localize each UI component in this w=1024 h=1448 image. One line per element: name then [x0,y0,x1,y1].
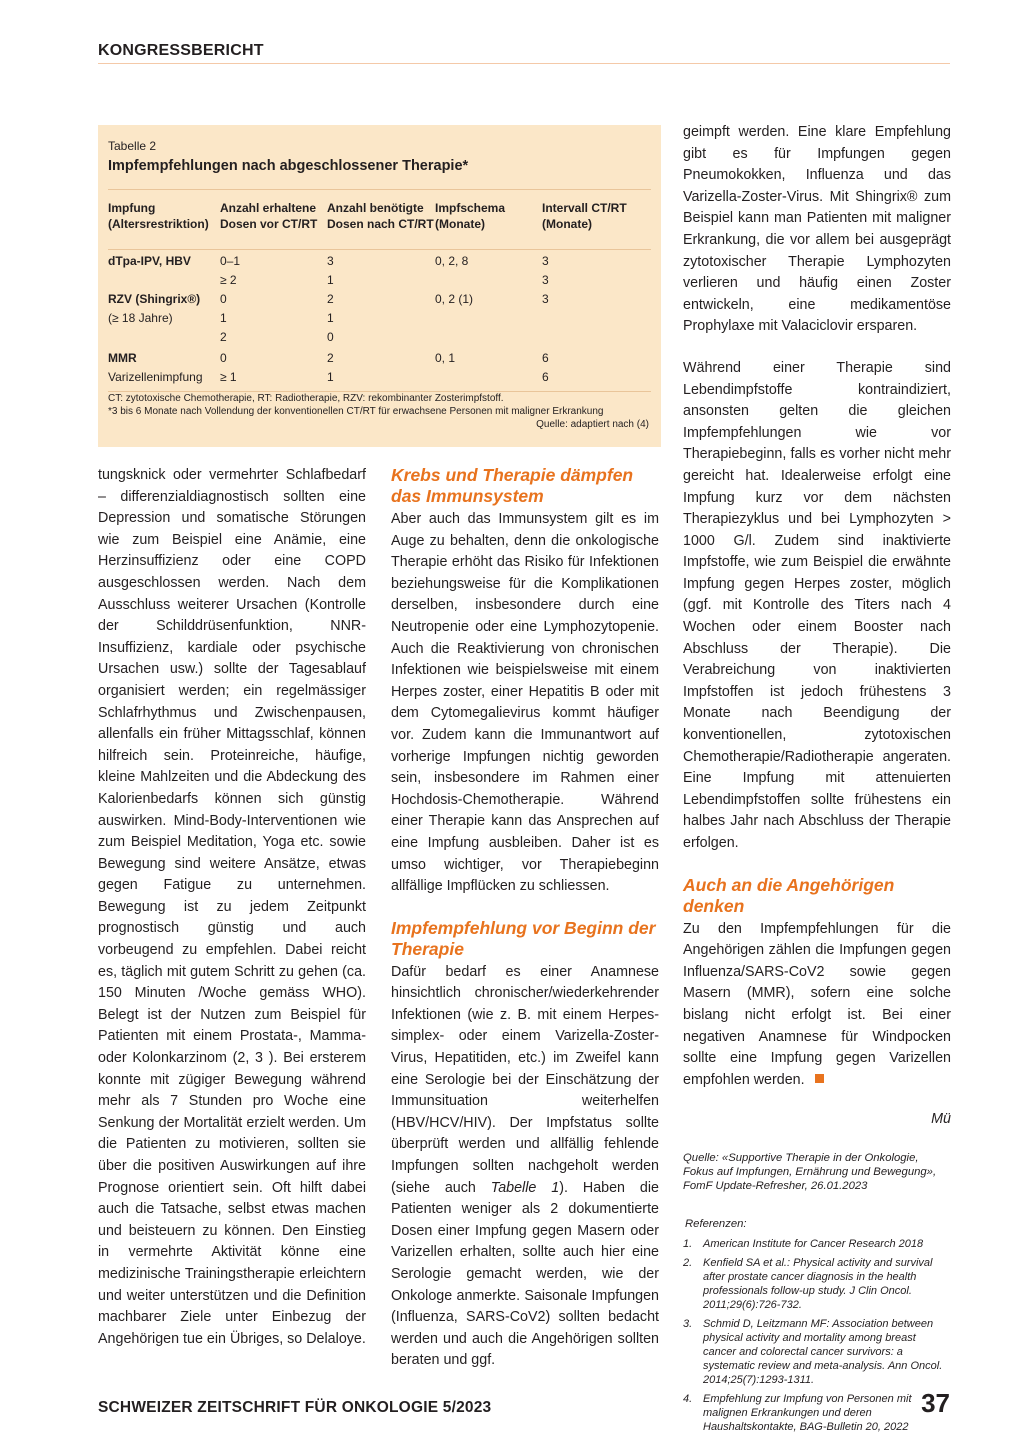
table-cell: 1 [327,273,334,287]
table-header-cell: Intervall CT/RT (Monate) [542,201,627,231]
table-row [108,253,651,270]
table-cell: RZV (Shingrix®) [108,292,201,306]
table-source: Quelle: adaptiert nach (4) [536,419,649,430]
table-row [108,310,651,327]
table-cell: (≥ 18 Jahre) [108,311,173,325]
table-cell: 3 [327,254,334,268]
table-cell: 6 [542,370,549,384]
paragraph: Dafür bedarf es einer Anamnese hinsichtlich chronischer/wiederkehrender Infektionen (wie z. B. mit einem Herpes-simplex- oder einem Varizella-Zoster-Virus, Hepatitiden, etc.) im Zweifel kann eine Serologie bei der Einschätzung der Immunsituation weiterhelfen (HBV/HCV/HIV). Der Impfstatus sollte überprüft werden und allfällig fehlende Impfungen sollten nachgeholt werden (siehe auch Tabelle 1). Haben die Patienten weniger als 2 dokumentierte Dosen einer Impfung gegen Masern oder Varizellen erhalten, sollte auch hier eine Serologie gemacht werden, wie der Onkologe anmerkte. Saisonale Impfungen (Influenza, SARS-CoV2) sollten bedacht werden und auch die Angehörigen sollten beraten und ggf. [391,963,660,1369]
header-divider [98,63,950,64]
reference-item: 3. Schmid D, Leitzmann MF: Association between physical activity and mortality among breast cancer and colorectal cancer survivors: a systematic review and meta-analysis. Ann Oncol. 2014;25(7):1293-1311. [683,1317,943,1386]
table-cell: ≥ 1 [220,370,237,384]
reference-item: 2. Kenfield SA et al.: Physical activity and survival after prostate cancer diagnosis in the health professionals follow-up study. J Clin Oncol. 2011;29(6):726-732. [683,1256,933,1311]
subheading: Auch an die Angehörigen denken [683,874,895,916]
journal-title: SCHWEIZER ZEITSCHRIFT FÜR ONKOLOGIE 5/2023 [98,1399,492,1416]
paragraph: Zu den Impfempfehlungen für die Angehörigen zählen die Impfungen gegen Influenza/SARS-CoV2 sowie gegen Masern (MMR), sofern eine solche bislang nicht erfolgt ist. Bei einer negativen Anamnese für Windpocken sollte eine Impfung gegen Varizellen empfohlen werden. [683,920,951,1088]
table-cell: 1 [327,311,334,325]
table-cell: Varizellenimpfung [108,370,203,384]
table-cell: 0–1 [220,254,241,268]
table-row [108,329,651,346]
table-cell: ≥ 2 [220,273,237,287]
subheading: Impfempfehlung vor Beginn der Therapie [391,917,656,959]
table-cell: 2 [327,292,334,306]
reference-item: 1. American Institute for Cancer Research 2018 [683,1237,924,1250]
end-of-article-icon [815,1074,824,1083]
table-label: Tabelle 2 [108,139,157,153]
references-label: Referenzen: [685,1217,747,1230]
author-initials: Mü [931,1111,951,1128]
table-cell: dTpa-IPV, HBV [108,254,191,268]
table-cell: 0 [220,292,227,306]
table-cell: 3 [542,273,549,287]
vaccination-table [98,125,661,447]
paragraph: tungsknick oder vermehrter Schlafbedarf – differenzialdiagnostisch sollten eine Depression und somatische Störungen wie zum Beispiel eine Anämie, eine Herzinsuffizienz oder eine COPD ausgeschlossen werden. Nach dem Ausschluss weiterer Ursachen (Kontrolle der Schilddrüsenfunktion, NNR-Insuffizienz, kardiale oder psychische Ursachen usw.) sollte der Tagesablauf organisiert werden; ein regelmässiger Schlafrhythmus und Zwischenpausen, allenfalls ein früher Mittagsschlaf, können hilfreich sein. Proteinreiche, häufige, kleine Mahlzeiten und die Abdeckung des Kalorienbedarfs können sich günstig auswirken. Mind-Body-Interventionen wie zum Beispiel Meditation, Yoga etc. sowie Bewegung sind weitere Ansätze, etwas gegen Fatigue zu unternehmen. Bewegung ist zu jedem Zeitpunkt prognostisch günstig und auch vorbeugend zu empfehlen. Dabei reicht es, täglich mit gutem Schritt zu gehen (ca. 150 Minuten /Woche gemäss WHO). Belegt ist der Nutzen zum Beispiel für Patienten mit einem Prostata-, Mamma- oder Kolonkarzinom (2, 3 ). Bei ersterem konnte mit zügiger Bewegung während mehr als 7 Stunden pro Woche eine Senkung der Mortalität erzielt werden. Um die Patienten zu motivieren, sollten sie über die positiven Auswirkungen auf ihre Prognose orientiert sein. Oft hilft dabei auch die Tatsache, selbst etwas machen und beisteuern zu können. Den Einstieg in vermehrte Aktivität könne eine medizinische Trainingstherapie erleichtern und weiter unterstützen und die Definition machbarer Ziele unter Einbezug der Angehörigen tue ein Übriges, so Delaloye. [98,467,366,1347]
table-header-cell: Impfung (Altersrestriktion) [108,201,209,231]
table-cell: 0, 2 (1) [435,292,474,306]
references-list [683,1237,951,1434]
table-footnote: *3 bis 6 Monate nach Vollendung der konventionellen CT/RT für erwachsene Personen mit maligner Erkrankung [108,406,604,417]
table-reference: Tabelle 1 [490,1179,560,1196]
paragraph: Aber auch das Immunsystem gilt es im Auge zu behalten, denn die onkologische Therapie erhöht das Risiko für Infektionen beziehungsweise für die Komplikationen derselben, insbesondere durch eine Neutropenie oder eine Lymphozytopenie. Auch die Reaktivierung von chronischen Infektionen wie beispielsweise mit einem Herpes zoster, einer Hepatitis B oder mit dem Cytomegalievirus kommt häufiger vor. Zudem kann die Immunantwort auf vorherige Impfungen nichtig geworden sein, insbesondere im Rahmen einer Hochdosis-Chemotherapie. Während einer Therapie kann das Ansprechen auf eine Impfung ausbleiben. Daher ist es umso wichtiger, vor Therapiebeginn allfällige Impflücken zu schliessen. [391,511,659,895]
table-header-cell: Anzahl erhaltene Dosen vor CT/RT [220,201,318,231]
table-cell: 6 [542,351,549,365]
table-cell: 0 [327,330,334,344]
table-cell: 0, 2, 8 [435,254,469,268]
subheading: Krebs und Therapie dämpfen das Immunsystem [391,465,634,506]
table-row [108,291,651,308]
article-column-right [683,122,951,1439]
table-cell: 2 [220,330,227,344]
paragraph: Während einer Therapie sind Lebendimpfstoffe kontraindiziert, ansonsten gelten die gleichen Impfempfehlungen wie vor Therapiebeginn, falls es vorher nicht mehr gereicht hat. Idealerweise erfolgt eine Impfung kurz vor dem nächsten Therapiezyklus und bei Lymphozyten > 1000 G/l. Zudem sind inaktivierte Impfstoffe, wie zum Beispiel die erwähnte Impfung gegen Herpes zoster, möglich (ggf. mit Kontrolle des Titers nach 4 Wochen oder einem Booster nach Abschluss der Therapie). Die Verabreichung von inaktivierten Impfstoffen ist jedoch frühestens 3 Monate nach Beendigung der konventionellen, zytotoxischen Chemotherapie/Radiotherapie angeraten. Eine Impfung mit attenuierten Lebendimpfstoffen sollte frühestens ein halbes Jahr nach Abschluss der Therapie erfolgen. [683,359,951,851]
table-divider [108,189,651,190]
table-divider [108,249,651,250]
table-cell: 3 [542,254,549,268]
table-cell: 3 [542,292,549,306]
table-row [108,272,651,289]
table-cell: 0, 1 [435,351,456,365]
table-footnotes [108,392,651,418]
table-title: Impfempfehlungen nach abgeschlossener Therapie* [108,158,469,174]
table-header-cell: Anzahl benötigte Dosen nach CT/RT [327,201,434,231]
table-row [108,369,651,386]
table-row [108,350,651,367]
table-cell: MMR [108,351,137,365]
table-cell: 2 [327,351,334,365]
paragraph: geimpft werden. Eine klare Empfehlung gibt es für Impfungen gegen Pneumokokken, Influenza und das Varizella-Zoster-Virus. Mit Shingrix® zum Beispiel kann man Patienten mit maligner Erkrankung, die vor allem bei ausgeprägt zytotoxischer Therapie Lymphozyten verlieren und häufig einen Zoster entwickeln, eine medikamentöse Prophylaxe mit Valaciclovir ersparen. [683,124,951,335]
article-column-left [98,465,366,1350]
table-cell: 1 [220,311,227,325]
table-cell: 1 [327,370,334,384]
table-header-cell: Impfschema (Monate) [435,201,506,231]
section-header: KONGRESSBERICHT [98,42,264,59]
source-note: Quelle: «Supportive Therapie in der Onkologie, Fokus auf Impfungen, Ernährung und Bewegung», FomF Update-Refresher, 26.01.2023 [683,1151,937,1192]
reference-item: 4. Empfehlung zur Impfung von Personen mit malignen Erkrankungen und deren Haushaltskontakte, BAG-Bulletin 20, 2022 [683,1392,912,1433]
table-cell: 0 [220,351,227,365]
table-footnote: CT: zytotoxische Chemotherapie, RT: Radiotherapie, RZV: rekombinanter Zosterimpfstoff. [108,393,504,404]
page-number: 37 [921,1388,950,1418]
article-column-middle [391,465,659,1372]
